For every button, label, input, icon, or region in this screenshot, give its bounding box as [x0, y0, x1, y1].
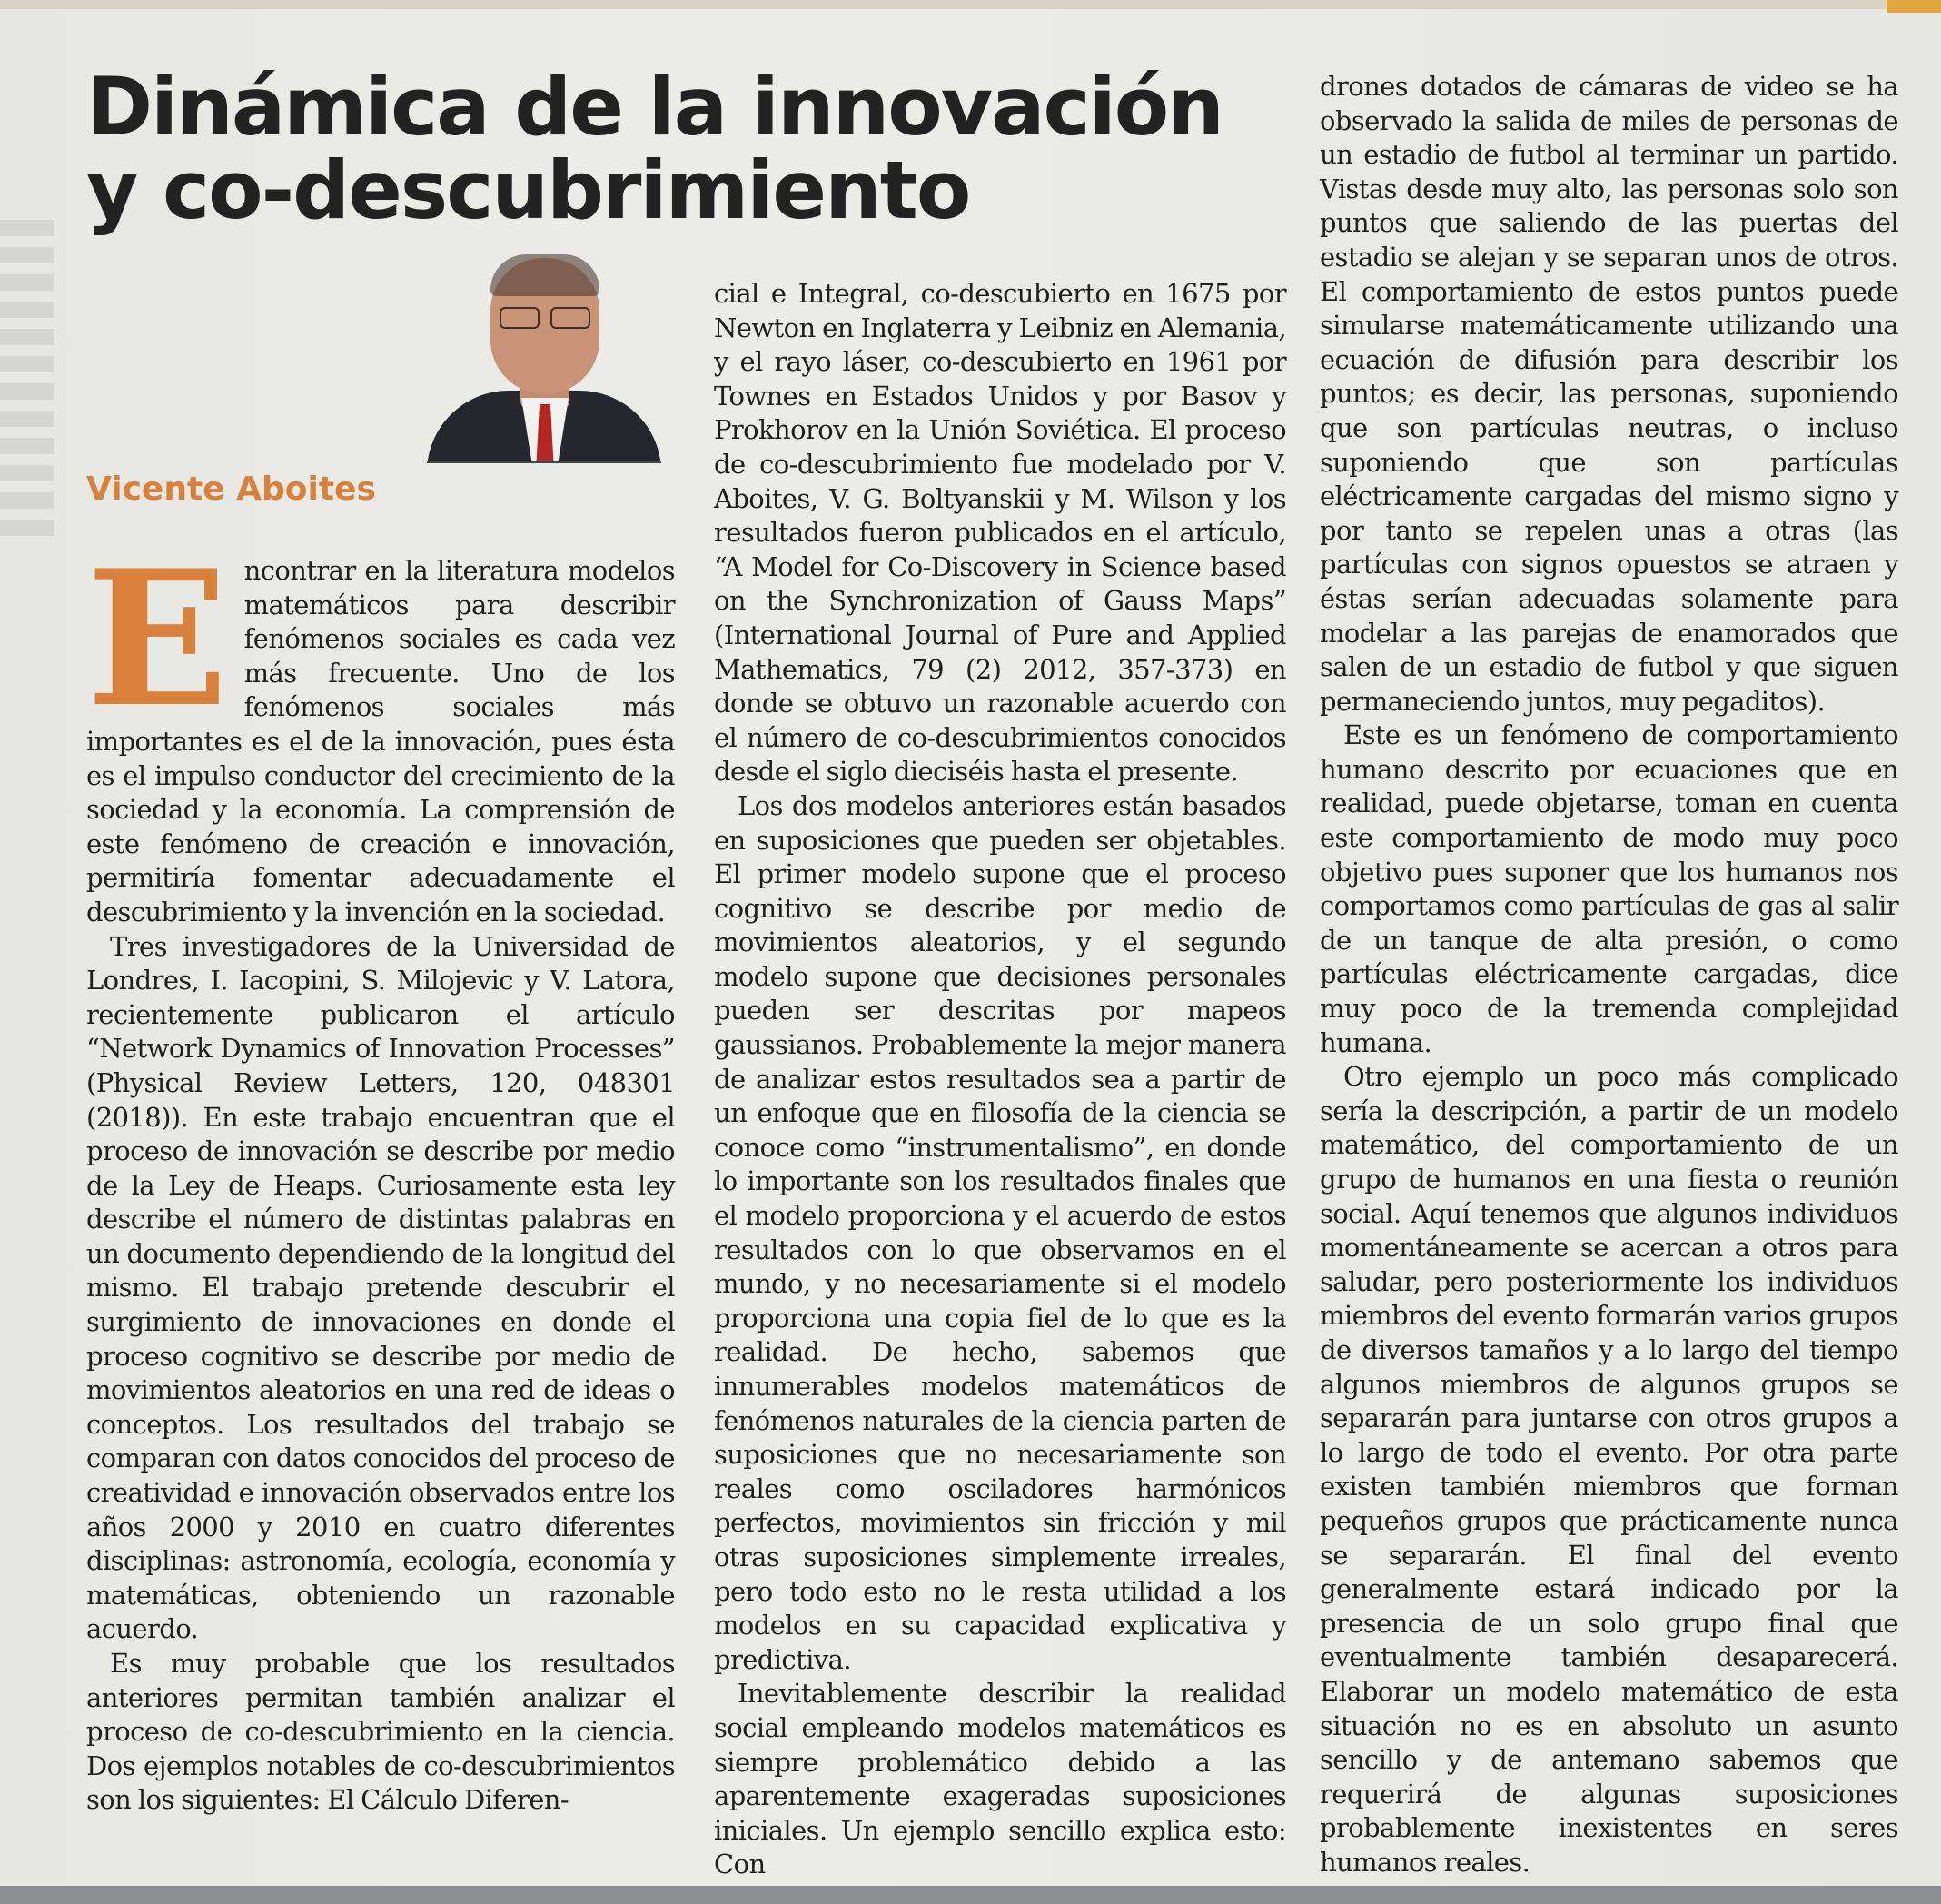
column-3 — [1320, 70, 1898, 1879]
paragraph: cial e Integral, co-descubierto en 1675 por Newton en Inglaterra y Leibniz en Alemania, y el rayo láser, co-descubierto en 1961 por Townes en Estados Unidos y por Basov y Prokhorov en la Unión Soviética. El proceso de co-descubrimiento fue modelado por V. Aboites, V. G. Boltyanskii y M. Wilson y los resultados fueron publicados en el artículo, “A Model for Co-Discovery in Science based on the Synchronization of Gauss Maps” (International Journal of Pure and Applied Mathematics, 79 (2) 2012, 357-373) en donde se obtuvo un razonable acuerdo con el número de co-descubrimientos conocidos desde el siglo dieciséis hasta el presente. — [714, 278, 1286, 788]
paragraph: drones dotados de cámaras de video se ha observado la salida de miles de personas de un estadio de futbol al terminar un partido. Vistas desde muy alto, las personas solo son puntos que saliendo de las puertas del estadio se alejan y se separan unos de otros. El comportamiento de estos puntos puede simularse matemáticamente utilizando una ecuación de difusión para describir los puntos; es decir, las personas, suponiendo que son partículas neutras, o incluso suponiendo que son partículas eléctricamente cargadas del mismo signo y por tanto se repelen unas a otras (las partículas con signos opuestos se atraen y éstas serían adecuadas solamente para modelar a las parejas de enamorados que salen de un estadio de futbol y que siguen permaneciendo juntos, muy pegaditos). — [1320, 71, 1898, 717]
paragraph: Es muy probable que los resultados anteriores permitan también analizar el proceso de co-descubrimiento en la ciencia. Dos ejemplos notables de co-descubrimientos son los siguientes: El Cálculo Diferen- — [86, 1648, 675, 1816]
paragraph: Encontrar en la literatura modelos matemáticos para describir fenómenos sociales es cada vez más frecuente. Uno de los fenómenos sociales más importantes es el de la innovación, pues ésta es el impulso conductor del crecimiento de la sociedad y la economía. La comprensión de este fenómeno de creación e innovación, permitiría fomentar adecuadamente el descubrimiento y la invención en la sociedad. — [86, 531, 675, 927]
author-byline: Vicente Aboites — [86, 471, 376, 508]
top-edge-accent — [1887, 0, 1941, 13]
photo-rule — [427, 461, 661, 463]
bottom-edge-strip — [0, 1886, 1941, 1904]
paragraph: Inevitablemente describir la realidad social empleando modelos matemáticos es siempre problemático debido a las aparentemente exageradas suposiciones iniciales. Un ejemplo sencillo explica esto: Con — [714, 1678, 1286, 1880]
paragraph: Los dos modelos anteriores están basados en suposiciones que pueden ser objetables. El primer modelo supone que el proceso cognitivo se describe por medio de movimientos aleatorios, y el segundo modelo supone que decisiones personales pueden ser descritas por mapeos gaussianos. Probablemente la mejor manera de analizar estos resultados sea a partir de un enfoque que en filosofía de la ciencia se conoce como “instrumentalismo”, en donde lo importante son los resultados finales que el modelo proporciona y el acuerdo de estos resultados con lo que observamos en el mundo, y no necesariamente si el modelo proporciona una copia fiel de lo que es la realidad. De hecho, sabemos que innumerables modelos matemáticos de fenómenos naturales de la ciencia parten de suposiciones que no necesariamente son reales como osciladores harmónicos perfectos, movimientos sin fricción y mil otras suposiciones simplemente irreales, pero todo esto no le resta utilidad a los modelos en su capacidad explicativa y predictiva. — [714, 789, 1286, 1675]
column-1 — [86, 531, 675, 1818]
column-2 — [714, 277, 1286, 1882]
top-edge-strip — [0, 0, 1941, 9]
headline: Dinámica de la innovación y co-descubrimiento — [86, 60, 1223, 237]
author-photo — [427, 245, 661, 463]
adjacent-column-bleed — [0, 209, 73, 681]
paragraph: Otro ejemplo un poco más complicado sería la descripción, a partir de un modelo matemático, del comportamiento de un grupo de humanos en una fiesta o reunión social. Aquí tenemos que algunos individuos momentáneamente se acercan a otros para saludar, pero posteriormente los individuos miembros del evento formarán varios grupos de diversos tamaños y a lo largo del tiempo algunos miembros de algunos grupos se separarán para juntarse con otros grupos a lo largo de todo el evento. Por otra parte existen también miembros que forman pequeños grupos que prácticamente nunca se separarán. El final del evento generalmente estará indicado por la presencia de un solo grupo final que eventualmente también desaparecerá. Elaborar un modelo matemático de esta situación no es en absoluto un asunto sencillo y de antemano sabemos que requerirá de algunas suposiciones probablemente inexistentes en seres humanos reales. — [1320, 1061, 1898, 1878]
paragraph: Tres investigadores de la Universidad de Londres, I. Iacopini, S. Milojevic y V. Latora, recientemente publicaron el artículo “Network Dynamics of Innovation Processes” (Physical Review Letters, 120, 048301 (2018)). En este trabajo encuentran que el proceso de innovación se describe por medio de la Ley de Heaps. Curiosamente esta ley describe el número de distintas palabras en un documento dependiendo de la longitud del mismo. El trabajo pretende descubrir el surgimiento de innovaciones en donde el proceso cognitivo se describe por medio de movimientos aleatorios en una red de ideas o conceptos. Los resultados del trabajo se comparan con datos conocidos del proceso de creatividad e innovación observados entre los años 2000 y 2010 en cuatro diferentes disciplinas: astronomía, ecología, economía y matemáticas, obteniendo un razonable acuerdo. — [86, 930, 675, 1645]
drop-cap: E — [86, 531, 228, 749]
paragraph: Este es un fenómeno de comportamiento humano descrito por ecuaciones que en realidad, puede objetarse, toman en cuenta este comportamiento de modo muy poco objetivo pues suponer que los humanos nos comportamos como partículas de gas al salir de un tanque de alta presión, o como partículas eléctricamente cargadas, dice muy poco de la tremenda complejidad humana. — [1320, 719, 1898, 1058]
